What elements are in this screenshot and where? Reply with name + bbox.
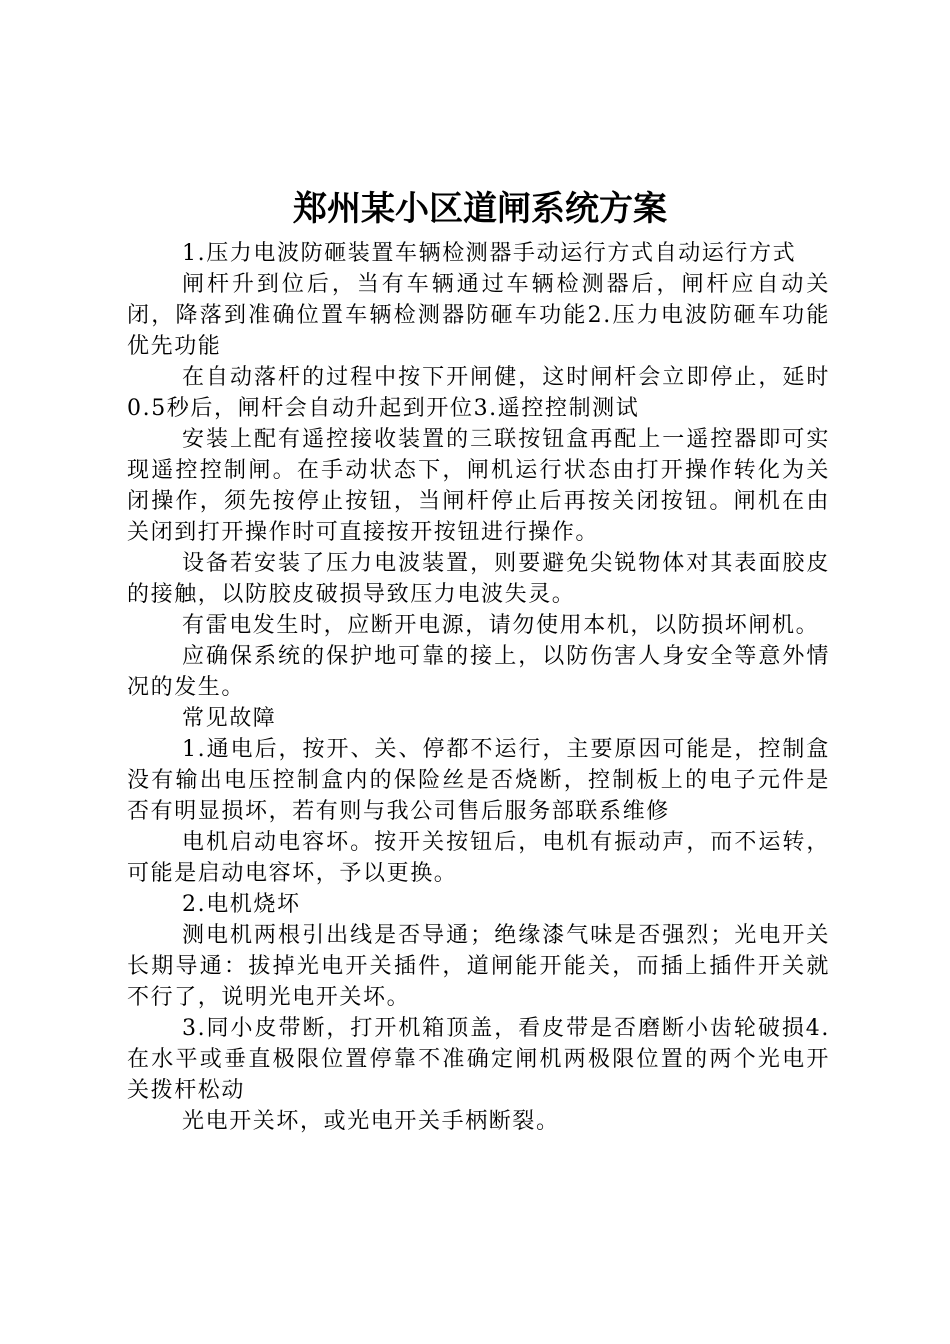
paragraph: 安装上配有遥控接收装置的三联按钮盒再配上一遥控器即可实现遥控控制闸。在手动状态下，闸机运行状态由打开操作转化为关闭操作，须先按停止按钮，当闸杆停止后再按关闭按钮。闸机在由关闭到打开操作时可直接按开按钮进行操作。 [127, 427, 830, 545]
paragraph: 光电开关坏，或光电开关手柄断裂。 [182, 1109, 560, 1134]
section-heading: 常见故障 [182, 706, 277, 731]
document-title: 郑州某小区道闸系统方案 [293, 189, 667, 229]
document-body [127, 238, 830, 1137]
paragraph: 闸杆升到位后，当有车辆通过车辆检测器后，闸杆应自动关闭，降落到准确位置车辆检测器防砸车功能2.压力电波防砸车功能优先功能 [127, 272, 830, 359]
paragraph: 3.同小皮带断，打开机箱顶盖，看皮带是否磨断小齿轮破损4.在水平或垂直极限位置停靠不准确定闸机两极限位置的两个光电开关拨杆松动 [127, 1016, 830, 1103]
paragraph: 电机启动电容坏。按开关按钮后，电机有振动声，而不运转，可能是启动电容坏，予以更换。 [127, 830, 830, 886]
paragraph: 测电机两根引出线是否导通；绝缘漆气味是否强烈；光电开关长期导通：拔掉光电开关插件，道闸能开能关，而插上插件开关就不行了，说明光电开关坏。 [127, 923, 830, 1010]
paragraph: 1.通电后，按开、关、停都不运行，主要原因可能是，控制盒没有输出电压控制盒内的保险丝是否烧断，控制板上的电子元件是否有明显损坏，若有则与我公司售后服务部联系维修 [127, 737, 830, 824]
paragraph: 2.电机烧坏 [182, 892, 301, 917]
paragraph: 1.压力电波防砸装置车辆检测器手动运行方式自动运行方式 [182, 241, 797, 266]
paragraph: 在自动落杆的过程中按下开闸健，这时闸杆会立即停止，延时0.5秒后，闸杆会自动升起到开位3.遥控控制测试 [127, 365, 830, 421]
paragraph: 应确保系统的保护地可靠的接上，以防伤害人身安全等意外情况的发生。 [127, 644, 830, 700]
paragraph: 设备若安装了压力电波装置，则要避免尖锐物体对其表面胶皮的接触，以防胶皮破损导致压力电波失灵。 [127, 551, 830, 607]
paragraph: 有雷电发生时，应断开电源，请勿使用本机，以防损坏闸机。 [182, 613, 820, 638]
